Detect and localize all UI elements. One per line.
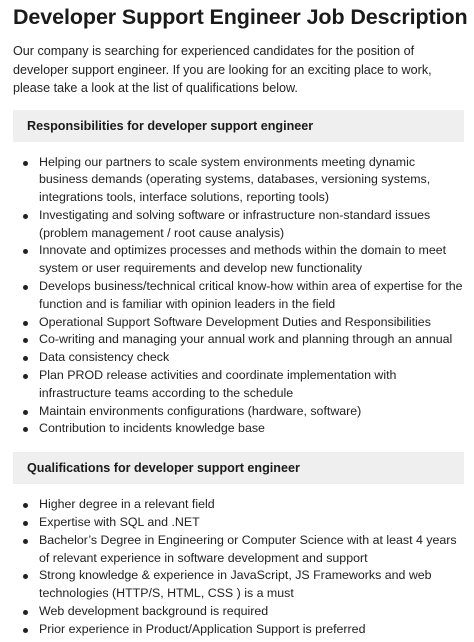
list-item: Maintain environments configurations (hardware, software): [13, 403, 464, 421]
qualifications-heading: Qualifications for developer support engineer: [13, 452, 464, 484]
list-item: Contribution to incidents knowledge base: [13, 420, 464, 438]
bullet-icon: [23, 410, 28, 415]
list-item: Plan PROD release activities and coordinate implementation with infrastructure teams according to the schedule: [13, 367, 464, 403]
list-item: Bachelor’s Degree in Engineering or Computer Science with at least 4 years of relevant experience in software development and support: [13, 532, 464, 568]
bullet-icon: [23, 628, 28, 633]
page-title: Developer Support Engineer Job Description: [13, 5, 468, 29]
list-item: Co-writing and managing your annual work and planning through an annual: [13, 331, 464, 349]
responsibilities-list: [13, 154, 464, 439]
bullet-icon: [23, 285, 28, 290]
bullet-icon: [23, 374, 28, 379]
list-item: Prior experience in Product/Application Support is preferred: [13, 621, 464, 639]
bullet-icon: [23, 338, 28, 343]
bullet-icon: [23, 539, 28, 544]
bullet-icon: [23, 356, 28, 361]
bullet-icon: [23, 427, 28, 432]
bullet-icon: [23, 610, 28, 615]
bullet-icon: [23, 321, 28, 326]
list-item: Innovate and optimizes processes and methods within the domain to meet system or user requirements and develop new functionality: [13, 242, 464, 278]
list-item: Expertise with SQL and .NET: [13, 514, 464, 532]
list-item: Helping our partners to scale system environments meeting dynamic business demands (operating systems, databases, versioning systems, integrations tools, interface solutions, reporting tools): [13, 154, 464, 207]
qualifications-list: [13, 496, 464, 638]
list-item: Strong knowledge & experience in JavaScript, JS Frameworks and web technologies (HTTP/S, HTML, CSS ) is a must: [13, 567, 464, 603]
list-item: Investigating and solving software or infrastructure non-standard issues (problem management / root cause analysis): [13, 207, 464, 243]
bullet-icon: [23, 503, 28, 508]
list-item: Develops business/technical critical know-how within area of expertise for the function and is familiar with opinion leaders in the field: [13, 278, 464, 314]
bullet-icon: [23, 574, 28, 579]
bullet-icon: [23, 161, 28, 166]
list-item: Data consistency check: [13, 349, 464, 367]
bullet-icon: [23, 249, 28, 254]
bullet-icon: [23, 521, 28, 526]
responsibilities-heading: Responsibilities for developer support engineer: [13, 110, 464, 142]
list-item: Operational Support Software Development Duties and Responsibilities: [13, 314, 464, 332]
intro-paragraph: Our company is searching for experienced candidates for the position of developer support engineer. If you are looking for an exciting place to work, please take a look at the list of qualifications below.: [13, 44, 432, 95]
bullet-icon: [23, 214, 28, 219]
list-item: Web development background is required: [13, 603, 464, 621]
list-item: Higher degree in a relevant field: [13, 496, 464, 514]
